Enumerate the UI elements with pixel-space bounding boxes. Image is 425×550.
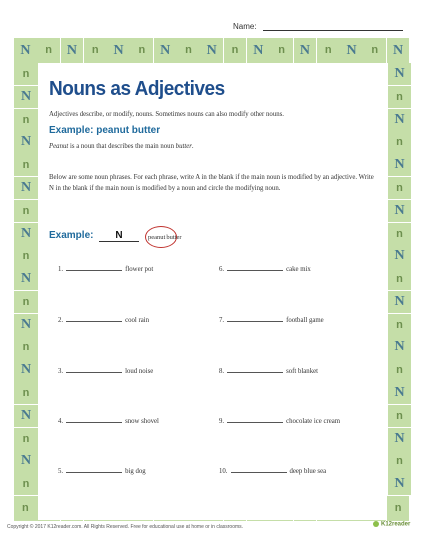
border-letter-icon: N (14, 359, 38, 381)
border-letter-icon: n (14, 154, 38, 176)
intro-text: Adjectives describe, or modify, nouns. Sometimes nouns can also modify other nouns. (49, 111, 284, 118)
answer-blank[interactable] (66, 264, 122, 271)
border-letter-icon: N (388, 382, 411, 404)
border-letter-icon: N (14, 131, 38, 153)
border-letter-icon: n (363, 38, 386, 63)
item-phrase: football game (286, 317, 324, 324)
item-number: 4. (58, 418, 64, 425)
border-letter-icon: n (388, 223, 411, 245)
example-explanation (49, 143, 194, 150)
list-item (219, 264, 311, 273)
border-letter-icon: n (388, 131, 411, 153)
item-number: 2. (58, 317, 64, 324)
logo-icon (373, 521, 379, 527)
list-item (58, 315, 149, 324)
name-line (263, 22, 403, 31)
border-letter-icon: N (388, 336, 411, 358)
border-letter-icon: N (107, 38, 130, 63)
border-letter-icon: n (14, 63, 38, 85)
item-phrase: soft blanket (286, 368, 319, 375)
border-letter-icon: N (388, 154, 411, 176)
list-item (219, 416, 340, 425)
border-letter-icon: N (387, 38, 410, 63)
item-phrase: deep blue sea (289, 468, 327, 475)
border-letter-icon: n (270, 38, 293, 63)
answer-blank[interactable] (66, 466, 122, 473)
border-letter-icon: N (14, 86, 38, 108)
border-letter-icon: N (61, 38, 84, 63)
example-word-2: butter (175, 143, 192, 150)
border-letter-icon: N (14, 268, 38, 290)
border-letter-icon: N (14, 405, 38, 427)
border-letter-icon: N (154, 38, 177, 63)
border-letter-icon: n (317, 38, 340, 63)
border-letter-icon: N (388, 63, 411, 85)
border-letter-icon: n (388, 268, 411, 290)
example-modifier: peanut (148, 234, 166, 241)
border-letter-icon: n (388, 450, 411, 472)
border-letter-icon: N (14, 223, 38, 245)
item-phrase: cake mix (286, 266, 311, 273)
border-letter-icon: n (387, 496, 410, 521)
border-letter-icon: N (388, 291, 411, 313)
answer-blank[interactable] (227, 264, 283, 271)
border-letter-icon: n (388, 359, 411, 381)
item-phrase: cool rain (125, 317, 150, 324)
answer-blank[interactable] (227, 366, 283, 373)
border-letter-icon: N (388, 428, 411, 450)
border-letter-icon: n (14, 496, 37, 521)
instructions-text: Below are some noun phrases. For each phrase, write A in the blank if the main noun is modified by an adjective. Write N in the blank if the main noun is modified by a noun and circle the modifying noun. (49, 174, 374, 192)
example-heading: Example: peanut butter (49, 125, 161, 136)
example-middle: is a noun that describes the main noun (68, 143, 176, 150)
item-number: 10. (219, 468, 228, 475)
border-letter-icon: N (200, 38, 223, 63)
border-letter-icon: n (14, 428, 38, 450)
example-answer: N (99, 231, 139, 242)
border-letter-icon: n (14, 245, 38, 267)
item-phrase: loud noise (125, 368, 154, 375)
example-noun: butter (166, 234, 182, 241)
item-number: 8. (219, 368, 225, 375)
example-phrase (147, 234, 182, 241)
border-letter-icon: n (14, 291, 38, 313)
item-number: 5. (58, 468, 64, 475)
list-item (219, 315, 324, 324)
item-number: 6. (219, 266, 225, 273)
border-letter-icon: N (14, 450, 38, 472)
answer-blank[interactable] (66, 315, 122, 322)
example-end: . (191, 143, 194, 150)
border-letter-icon: N (14, 177, 38, 199)
k12reader-logo (373, 521, 410, 528)
logo-text: K12reader (381, 521, 411, 528)
answer-blank[interactable] (227, 416, 283, 423)
border-letter-icon: N (388, 109, 411, 131)
border-letter-icon: n (177, 38, 200, 63)
answer-blank[interactable] (66, 366, 122, 373)
border-letter-icon: N (388, 200, 411, 222)
border-letter-icon: n (224, 38, 247, 63)
example-label: Example: (49, 230, 94, 241)
border-letter-icon: n (388, 177, 411, 199)
border-letter-icon: n (14, 382, 38, 404)
item-phrase: big dog (125, 468, 146, 475)
border-letter-icon: N (14, 38, 37, 63)
page-title: Nouns as Adjectives (49, 78, 225, 101)
border-letter-icon: n (388, 86, 411, 108)
border-letter-icon: N (247, 38, 270, 63)
border-letter-icon: N (294, 38, 317, 63)
item-phrase: flower pot (125, 266, 154, 273)
border-letter-icon: n (388, 314, 411, 336)
item-number: 9. (219, 418, 225, 425)
border-letter-icon: n (84, 38, 107, 63)
border-letter-icon: N (388, 473, 411, 495)
answer-blank[interactable] (66, 416, 122, 423)
item-phrase: chocolate ice cream (286, 418, 341, 425)
border-letter-icon: N (14, 314, 38, 336)
border-letter-icon: n (37, 38, 60, 63)
item-phrase: snow shovel (125, 418, 159, 425)
item-number: 1. (58, 266, 64, 273)
list-item (219, 466, 326, 475)
item-number: 7. (219, 317, 225, 324)
list-item (58, 366, 153, 375)
border-letter-icon: n (14, 336, 38, 358)
item-number: 3. (58, 368, 64, 375)
list-item (58, 264, 153, 273)
border-letter-icon: n (14, 473, 38, 495)
border-letter-icon: n (388, 405, 411, 427)
border-letter-icon: N (388, 245, 411, 267)
border-letter-icon: n (14, 109, 38, 131)
list-item (58, 466, 146, 475)
footer-copyright: Copyright © 2017 K12reader.com. All Rights Reserved. Free for educational use at home or in classrooms. (7, 524, 244, 530)
border-letter-icon: n (14, 200, 38, 222)
answer-blank[interactable] (227, 315, 283, 322)
name-field (233, 22, 403, 31)
border-letter-icon: N (340, 38, 363, 63)
list-item (58, 416, 159, 425)
example-word-1: Peanut (49, 143, 69, 150)
list-item (219, 366, 318, 375)
name-label: Name: (233, 22, 257, 31)
answer-blank[interactable] (231, 466, 287, 473)
border-letter-icon: n (130, 38, 153, 63)
